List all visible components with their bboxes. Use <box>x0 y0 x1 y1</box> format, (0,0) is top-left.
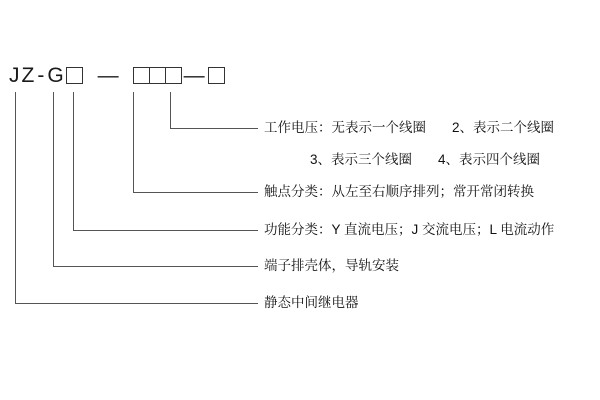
label-working-voltage-text1: 工作电压：无表示一个线圈 <box>264 120 426 135</box>
model-code-row <box>8 58 226 92</box>
code-char-g: G <box>47 63 64 87</box>
label-working-voltage-text2: 2、表示二个线圈 <box>452 120 555 135</box>
leader-line-housing-vertical <box>53 92 54 266</box>
code-char-z: Z <box>21 63 35 87</box>
leader-line-voltage-vertical <box>170 92 171 128</box>
leader-line-product-vertical <box>15 92 16 303</box>
leader-line-product-horizontal <box>15 303 258 304</box>
leader-line-function-vertical <box>73 92 74 230</box>
code-dash-2: — <box>97 63 119 87</box>
code-box-function <box>66 67 83 84</box>
label-working-voltage-text3: 3、表示三个线圈 <box>310 152 413 167</box>
leader-line-function-horizontal <box>73 230 258 231</box>
label-contact-classification: 触点分类：从左至右顺序排列；常开常闭转换 <box>264 184 534 199</box>
leader-line-voltage-horizontal <box>170 128 258 129</box>
leader-line-housing-horizontal <box>53 266 258 267</box>
label-function-classification: 功能分类：Y 直流电压；J 交流电压；L 电流动作 <box>264 222 555 237</box>
label-working-voltage-line2 <box>310 151 540 169</box>
code-dash-1: - <box>37 63 45 87</box>
code-box-contact-2 <box>149 67 165 84</box>
label-working-voltage-text4: 4、表示四个线圈 <box>438 152 541 167</box>
code-box-group-contacts <box>133 67 182 84</box>
leader-line-contact-vertical <box>133 92 134 192</box>
label-product-name: 静态中间继电器 <box>264 295 359 310</box>
code-char-j: J <box>9 63 20 87</box>
code-dash-3: — <box>183 63 205 87</box>
label-terminal-housing: 端子排壳体，导轨安装 <box>264 258 399 273</box>
leader-line-contact-horizontal <box>133 192 258 193</box>
code-box-contact-1 <box>133 67 149 84</box>
code-box-contact-3 <box>165 67 182 84</box>
label-working-voltage-line1 <box>264 119 554 137</box>
code-box-voltage <box>208 67 225 84</box>
